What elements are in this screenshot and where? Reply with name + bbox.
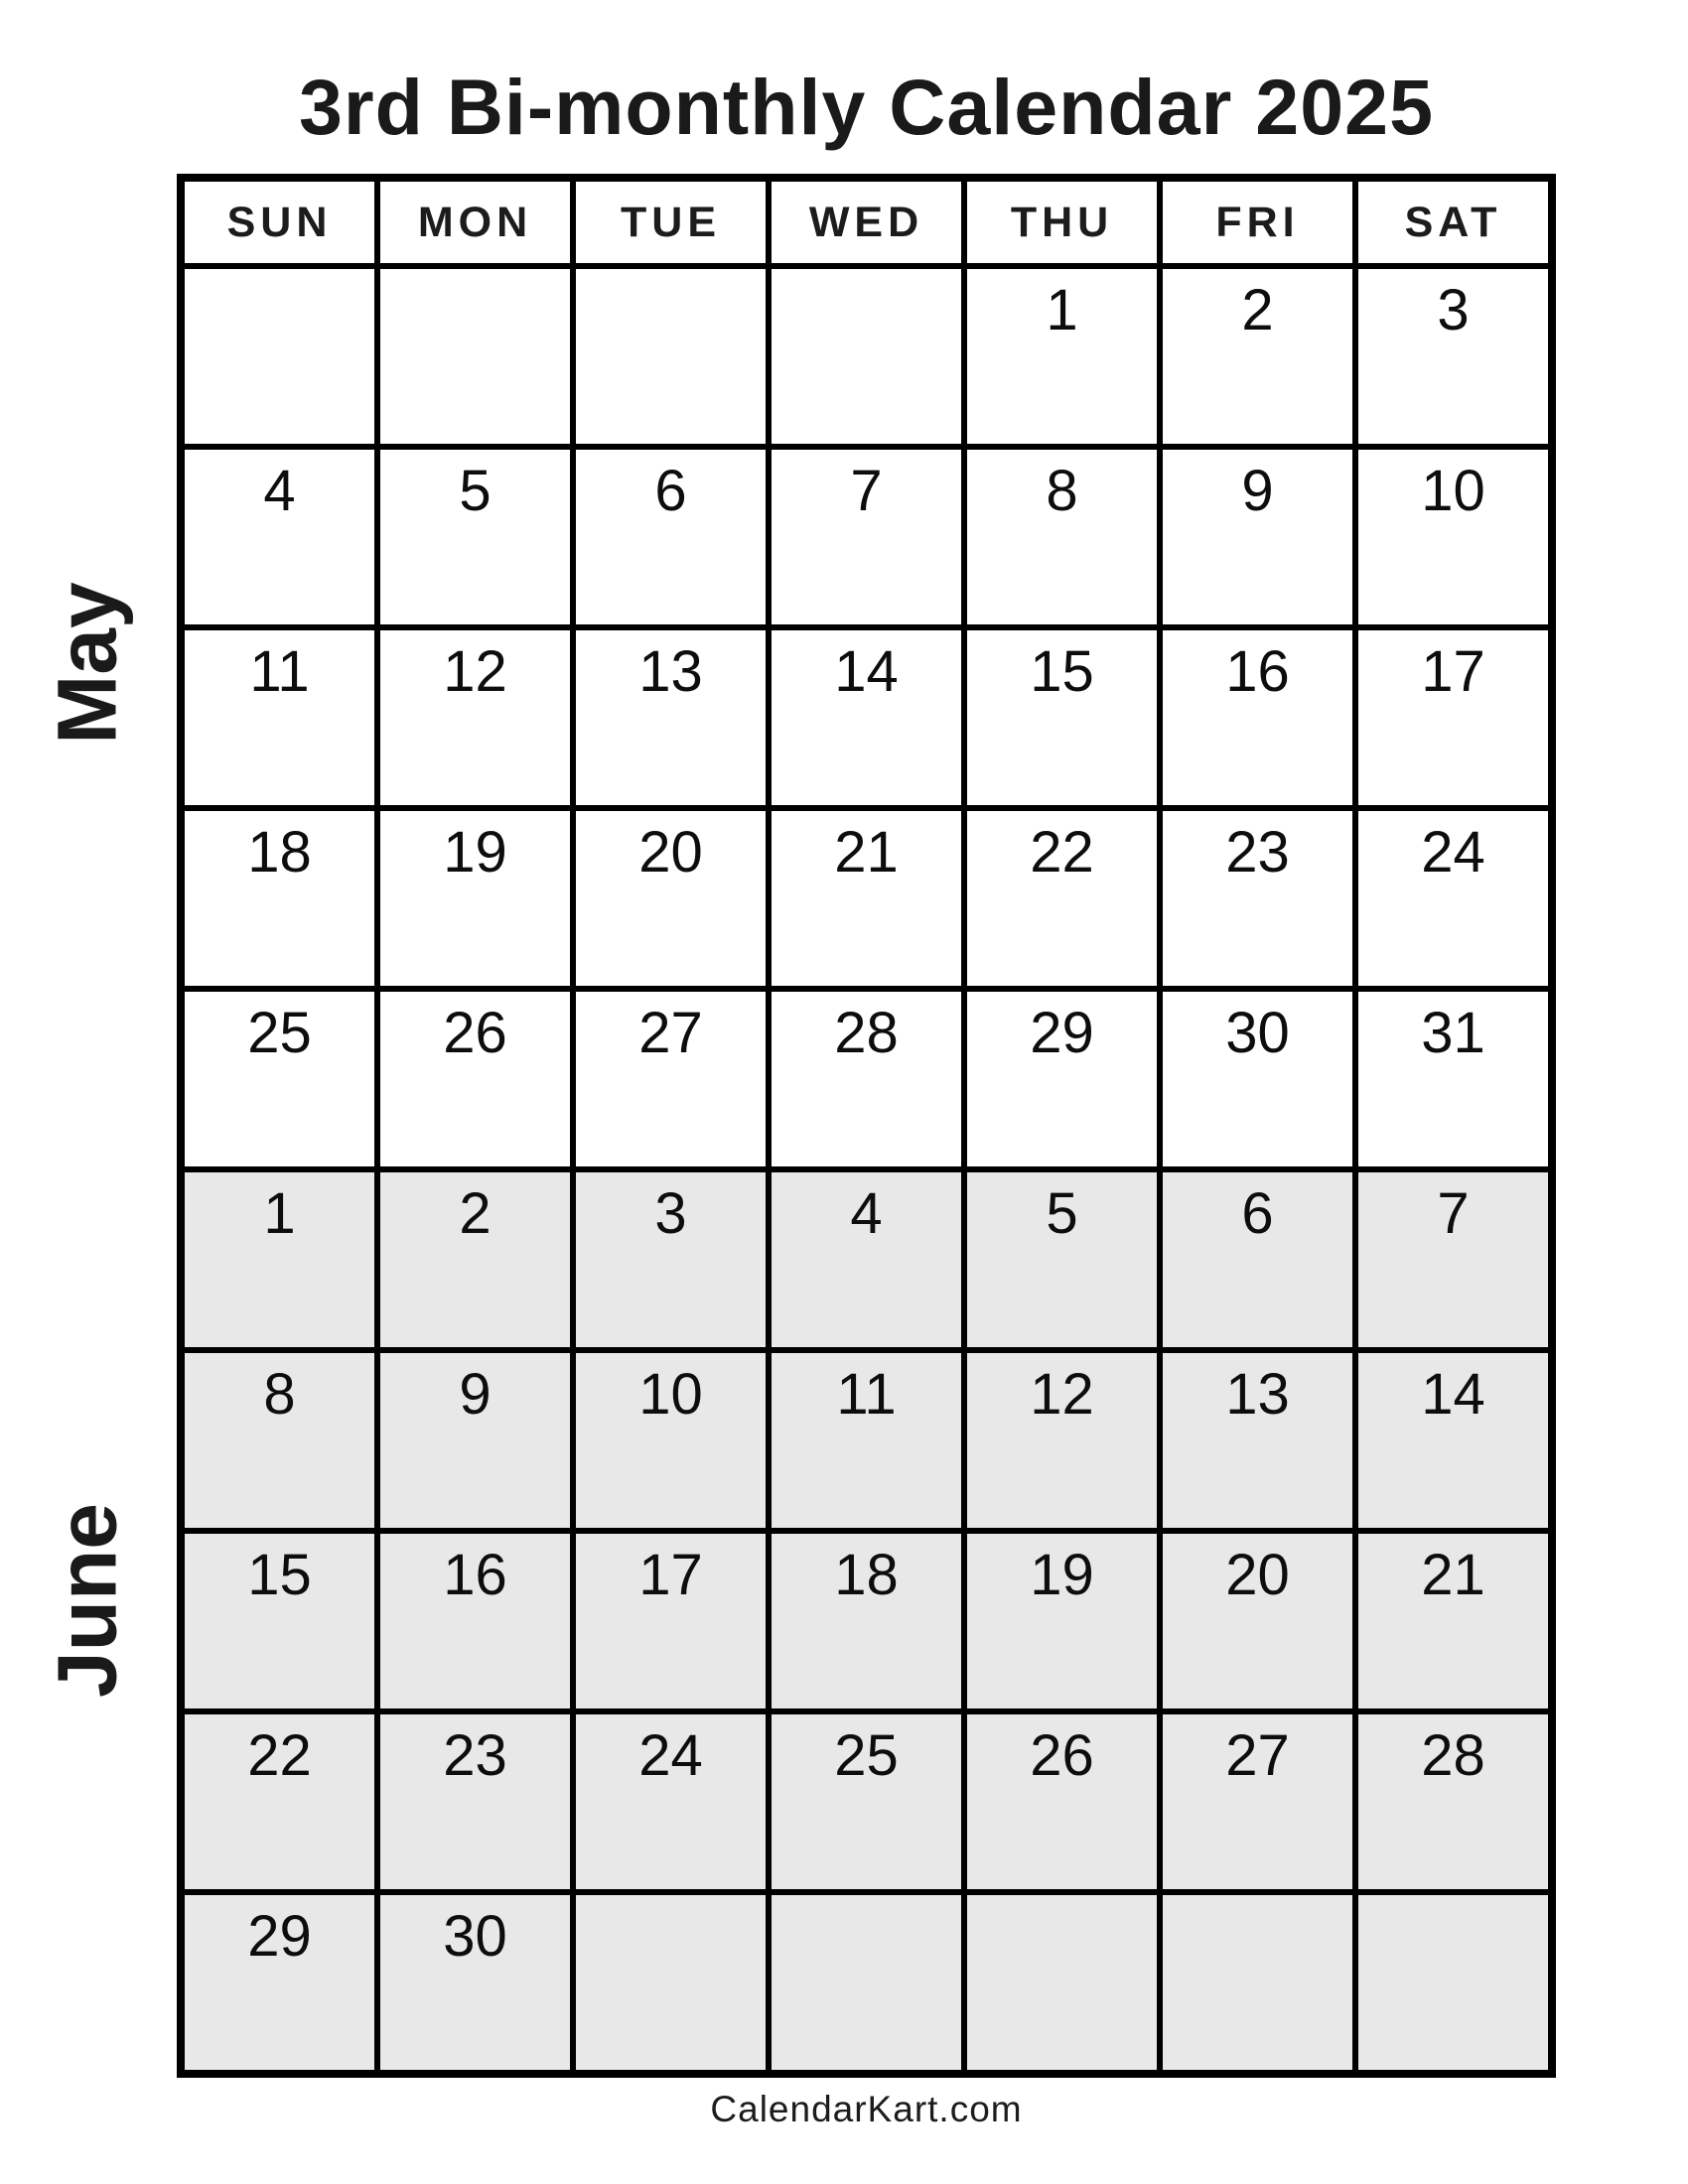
- day-cell-june-21: 21: [1358, 1534, 1548, 1708]
- day-cell-june-3: 3: [576, 1172, 766, 1347]
- day-cell-june-9: 9: [380, 1353, 570, 1528]
- day-cell-june-23: 23: [380, 1714, 570, 1889]
- day-cell-may-30: 30: [1163, 992, 1352, 1166]
- month-label-june: June: [40, 1502, 134, 1699]
- day-cell-empty: [1358, 1895, 1548, 2070]
- calendar-grid: [177, 174, 1556, 2078]
- weekday-header-thu: THU: [967, 182, 1157, 263]
- day-cell-may-21: 21: [772, 811, 961, 986]
- day-cell-empty: [576, 1895, 766, 2070]
- day-cell-empty: [380, 269, 570, 444]
- weekday-header-mon: MON: [380, 182, 570, 263]
- day-cell-empty: [967, 1895, 1157, 2070]
- day-cell-may-28: 28: [772, 992, 961, 1166]
- day-cell-may-2: 2: [1163, 269, 1352, 444]
- day-cell-june-11: 11: [772, 1353, 961, 1528]
- day-cell-may-29: 29: [967, 992, 1157, 1166]
- day-cell-may-20: 20: [576, 811, 766, 986]
- day-cell-may-22: 22: [967, 811, 1157, 986]
- day-cell-empty: [772, 269, 961, 444]
- weekday-header-wed: WED: [772, 182, 961, 263]
- day-cell-june-18: 18: [772, 1534, 961, 1708]
- day-cell-may-3: 3: [1358, 269, 1548, 444]
- weekday-header-fri: FRI: [1163, 182, 1352, 263]
- day-cell-empty: [576, 269, 766, 444]
- day-cell-june-17: 17: [576, 1534, 766, 1708]
- day-cell-june-10: 10: [576, 1353, 766, 1528]
- footer-watermark: CalendarKart.com: [710, 2089, 1023, 2129]
- day-cell-may-24: 24: [1358, 811, 1548, 986]
- month-label-may: May: [40, 582, 134, 745]
- day-cell-june-15: 15: [185, 1534, 374, 1708]
- day-cell-empty: [1163, 1895, 1352, 2070]
- day-cell-june-12: 12: [967, 1353, 1157, 1528]
- day-cell-may-4: 4: [185, 450, 374, 624]
- day-cell-may-10: 10: [1358, 450, 1548, 624]
- day-cell-may-26: 26: [380, 992, 570, 1166]
- day-cell-may-19: 19: [380, 811, 570, 986]
- day-cell-may-1: 1: [967, 269, 1157, 444]
- day-cell-june-30: 30: [380, 1895, 570, 2070]
- day-cell-may-15: 15: [967, 630, 1157, 805]
- day-cell-may-12: 12: [380, 630, 570, 805]
- day-cell-june-14: 14: [1358, 1353, 1548, 1528]
- day-cell-june-20: 20: [1163, 1534, 1352, 1708]
- day-cell-may-9: 9: [1163, 450, 1352, 624]
- day-cell-may-6: 6: [576, 450, 766, 624]
- day-cell-june-8: 8: [185, 1353, 374, 1528]
- day-cell-may-7: 7: [772, 450, 961, 624]
- day-cell-may-11: 11: [185, 630, 374, 805]
- day-cell-june-13: 13: [1163, 1353, 1352, 1528]
- day-cell-june-24: 24: [576, 1714, 766, 1889]
- day-cell-may-13: 13: [576, 630, 766, 805]
- day-cell-may-25: 25: [185, 992, 374, 1166]
- day-cell-may-5: 5: [380, 450, 570, 624]
- day-cell-june-2: 2: [380, 1172, 570, 1347]
- weekday-header-sat: SAT: [1358, 182, 1548, 263]
- weekday-header-tue: TUE: [576, 182, 766, 263]
- day-cell-empty: [772, 1895, 961, 2070]
- day-cell-june-5: 5: [967, 1172, 1157, 1347]
- day-cell-june-4: 4: [772, 1172, 961, 1347]
- weekday-header-sun: SUN: [185, 182, 374, 263]
- day-cell-may-8: 8: [967, 450, 1157, 624]
- day-cell-may-31: 31: [1358, 992, 1548, 1166]
- day-cell-may-18: 18: [185, 811, 374, 986]
- day-cell-may-14: 14: [772, 630, 961, 805]
- page-title: 3rd Bi-monthly Calendar 2025: [298, 63, 1435, 151]
- day-cell-june-29: 29: [185, 1895, 374, 2070]
- day-cell-may-23: 23: [1163, 811, 1352, 986]
- day-cell-may-17: 17: [1358, 630, 1548, 805]
- day-cell-empty: [185, 269, 374, 444]
- day-cell-june-16: 16: [380, 1534, 570, 1708]
- day-cell-june-28: 28: [1358, 1714, 1548, 1889]
- day-cell-june-27: 27: [1163, 1714, 1352, 1889]
- day-cell-june-1: 1: [185, 1172, 374, 1347]
- day-cell-may-16: 16: [1163, 630, 1352, 805]
- day-cell-june-6: 6: [1163, 1172, 1352, 1347]
- day-cell-may-27: 27: [576, 992, 766, 1166]
- day-cell-june-22: 22: [185, 1714, 374, 1889]
- day-cell-june-26: 26: [967, 1714, 1157, 1889]
- day-cell-june-19: 19: [967, 1534, 1157, 1708]
- day-cell-june-25: 25: [772, 1714, 961, 1889]
- day-cell-june-7: 7: [1358, 1172, 1548, 1347]
